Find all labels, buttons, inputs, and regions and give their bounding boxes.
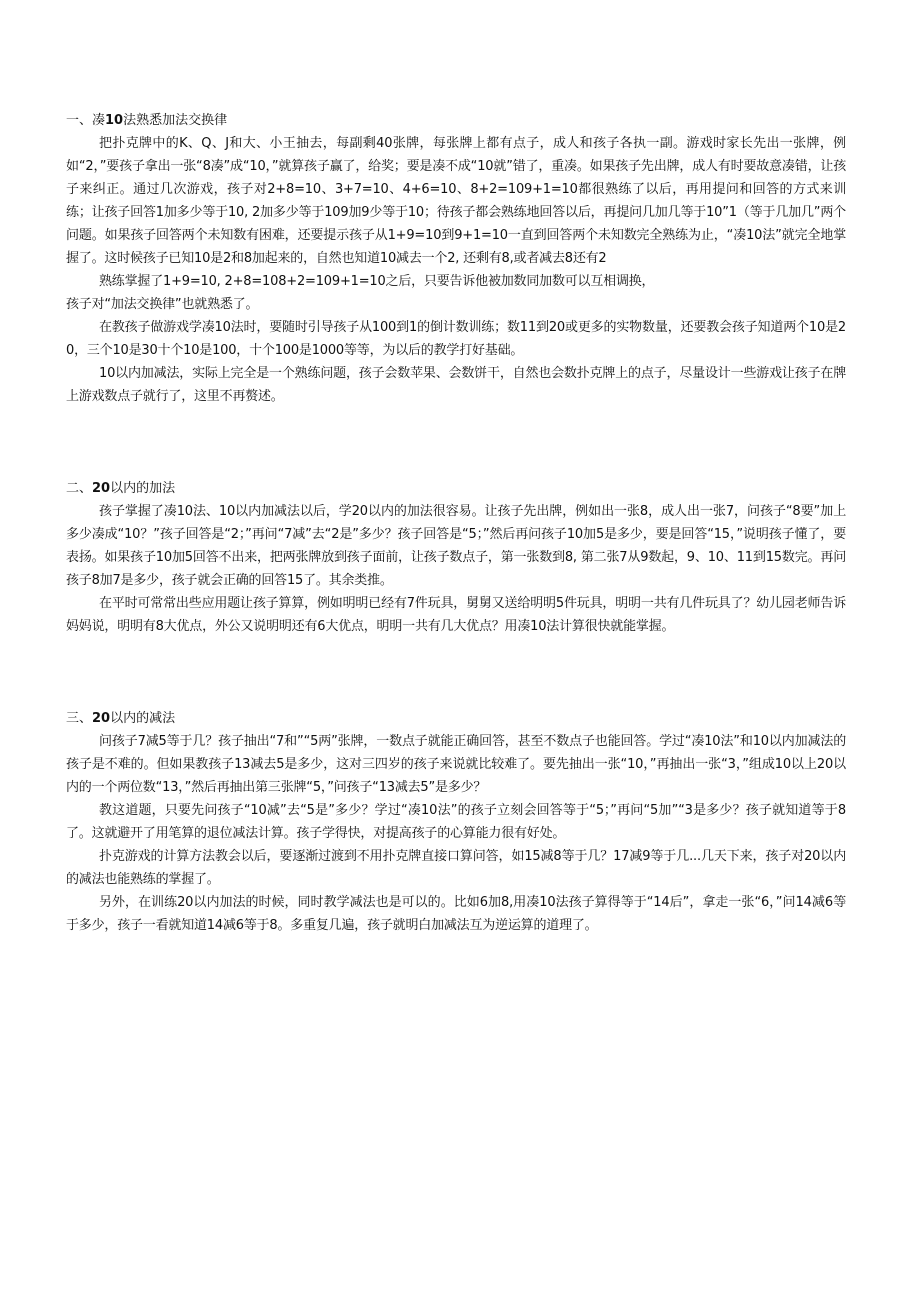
section-1-paragraph-5: 10以内加减法，实际上完全是一个熟练问题，孩子会数苹果、会数饼干，自然也会数扑克牌上的点子，尽量设计一些游戏让孩子在牌上游戏数点子就行了，这里不再赘述。	[66, 366, 846, 404]
section-1-heading-suffix: 法熟悉加法交换律	[123, 113, 228, 128]
section-3-heading	[66, 708, 846, 730]
document-page	[66, 110, 846, 937]
section-3-heading-suffix: 以内的减法	[110, 711, 176, 726]
section-2-heading-suffix: 以内的加法	[110, 481, 176, 496]
section-spacer	[66, 408, 846, 478]
section-3-heading-number: 20	[92, 711, 111, 726]
section-3	[66, 708, 846, 937]
section-2-heading-prefix: 二、	[66, 481, 93, 496]
section-2-paragraph-1: 孩子掌握了凑10法、10以内加减法以后，学20以内的加法很容易。让孩子先出牌，例如出一张8，成人出一张7，问孩子“8要”加上多少凑成“10？”孩子回答是“2；”再问“7减”去“2是”多少？孩子回答是“5；”然后再问孩子10加5是多少，要是回答“15，”说明孩子懂了，要表扬。如果孩子10加5回答不出来，把两张牌放到孩子面前，让孩子数点子，第一张数到8, 第二张7从9数起，9、10、11到15数完。再问孩子8加7是多少，孩子就会正确的回答15了。其余类推。	[66, 504, 846, 588]
section-2-heading	[66, 478, 846, 500]
section-2	[66, 478, 846, 638]
section-1-heading	[66, 110, 846, 132]
section-1-paragraph-1: 把扑克牌中的K、Q、J和大、小王抽去，每副剩40张牌，每张牌上都有点子，成人和孩子各执一副。游戏时家长先出一张牌，例如“2，”要孩子拿出一张“8凑”成“10，”就算孩子赢了，给奖；要是凑不成“10就”错了，重凑。如果孩子先出牌，成人有时要故意凑错，让孩子来纠正。通过几次游戏，孩子对2+8=10、3+7=10、4+6=10、8+2=109+1=10都很熟练了以后，再用提问和回答的方式来训练；让孩子回答1加多少等于10, 2加多少等于109加9少等于10；待孩子都会熟练地回答以后，再提问几加几等于10”1（等于几加几”两个问题。如果孩子回答两个未知数有困难，还要提示孩子从1+9=10到9+1=10一直到回答两个未知数完全熟练为止，“凑10法”就完全地掌握了。这时候孩子已知10是2和8加起来的，自然也知道10减去一个2, 还剩有8,或者减去8还有2	[66, 136, 846, 266]
section-3-paragraph-2: 教这道题，只要先问孩子“10减”去“5是”多少？学过“凑10法”的孩子立刻会回答等于“5；”再问“5加”“3是多少？孩子就知道等于8了。这就避开了用笔算的退位减法计算。孩子学得快，对提高孩子的心算能力很有好处。	[66, 803, 846, 841]
section-3-paragraph-3: 扑克游戏的计算方法教会以后，要逐渐过渡到不用扑克牌直接口算问答，如15减8等于几？17减9等于几...几天下来，孩子对20以内的减法也能熟练的掌握了。	[66, 849, 846, 887]
section-2-heading-number: 20	[92, 481, 111, 496]
section-3-paragraph-1: 问孩子7减5等于几？孩子抽出“7和”“5两”张牌，一数点子就能正确回答，甚至不数点子也能回答。学过“凑10法”和10以内加减法的孩子是不难的。但如果教孩子13减去5是多少，这对三四岁的孩子来说就比较难了。要先抽出一张“10，”再抽出一张“3，”组成10以上20以内的一个两位数“13，”然后再抽出第三张牌“5，”问孩子“13减去5”是多少？	[66, 734, 846, 795]
section-1-paragraph-4: 在教孩子做游戏学凑10法时，要随时引导孩子从100到1的倒计数训练；数11到20或更多的实物数量，还要教会孩子知道两个10是20，三个10是30十个10是100，十个100是1000等等，为以后的教学打好基础。	[66, 320, 846, 358]
section-1	[66, 110, 846, 408]
section-1-heading-prefix: 一、凑	[66, 113, 106, 128]
section-3-paragraph-4: 另外，在训练20以内加法的时候，同时教学减法也是可以的。比如6加8,用凑10法孩子算得等于“14后”，拿走一张“6，”问14减6等于多少，孩子一看就知道14减6等于8。多重复几遍，孩子就明白加减法互为逆运算的道理了。	[66, 895, 846, 933]
section-3-heading-prefix: 三、	[66, 711, 93, 726]
section-2-paragraph-2: 在平时可常常出些应用题让孩子算算，例如明明已经有7件玩具，舅舅又送给明明5件玩具，明明一共有几件玩具了？幼儿园老师告诉妈妈说，明明有8大优点，外公又说明明还有6大优点，明明一共有几大优点？用凑10法计算很快就能掌握。	[66, 596, 846, 634]
section-1-heading-number: 10	[105, 113, 124, 128]
section-1-paragraph-2: 熟练掌握了1+9=10, 2+8=108+2=109+1=10之后，只要告诉他被加数同加数可以互相调换，	[99, 274, 655, 289]
section-spacer	[66, 638, 846, 708]
section-1-paragraph-3: 孩子对“加法交换律”也就熟悉了。	[66, 297, 259, 312]
